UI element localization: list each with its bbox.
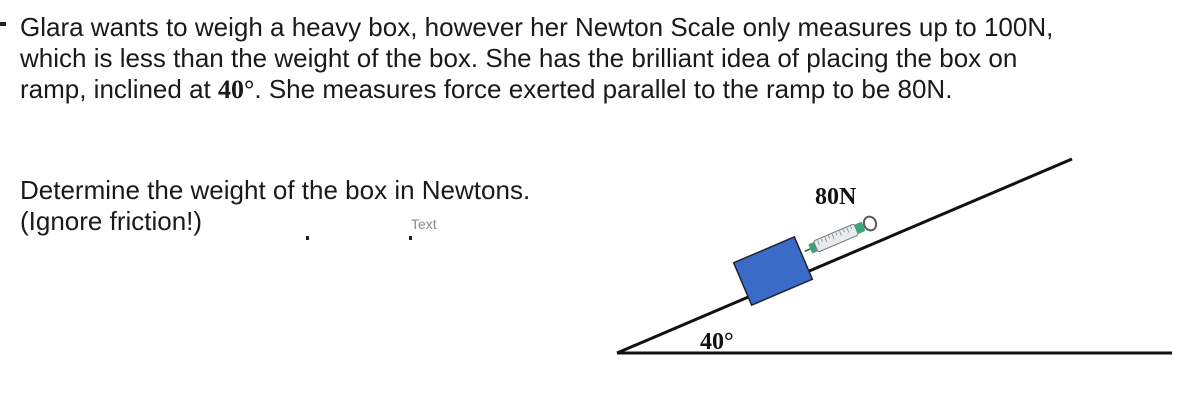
newton-scale (802, 215, 878, 258)
text-placeholder[interactable]: Text (411, 216, 437, 232)
problem-angle: 40° (217, 75, 255, 104)
question-line: Determine the weight of the box in Newtons. (20, 175, 531, 205)
problem-outro: . She measures force exerted parallel to the ramp to be 80N. (254, 74, 953, 104)
box-shape (734, 237, 813, 305)
question-note: (Ignore friction!) (20, 206, 203, 236)
scale-barrel (813, 224, 858, 252)
angle-label: 40° (700, 329, 734, 355)
force-label: 80N (815, 184, 857, 210)
scale-hook (805, 249, 811, 251)
problem-intro: Glara wants to weigh a heavy box, however her Newton Scale only measures up to 100N, which is less than the weight of the box. She has the brilliant idea of placing the box on ramp, inclined at (20, 12, 1054, 104)
box (734, 237, 813, 305)
